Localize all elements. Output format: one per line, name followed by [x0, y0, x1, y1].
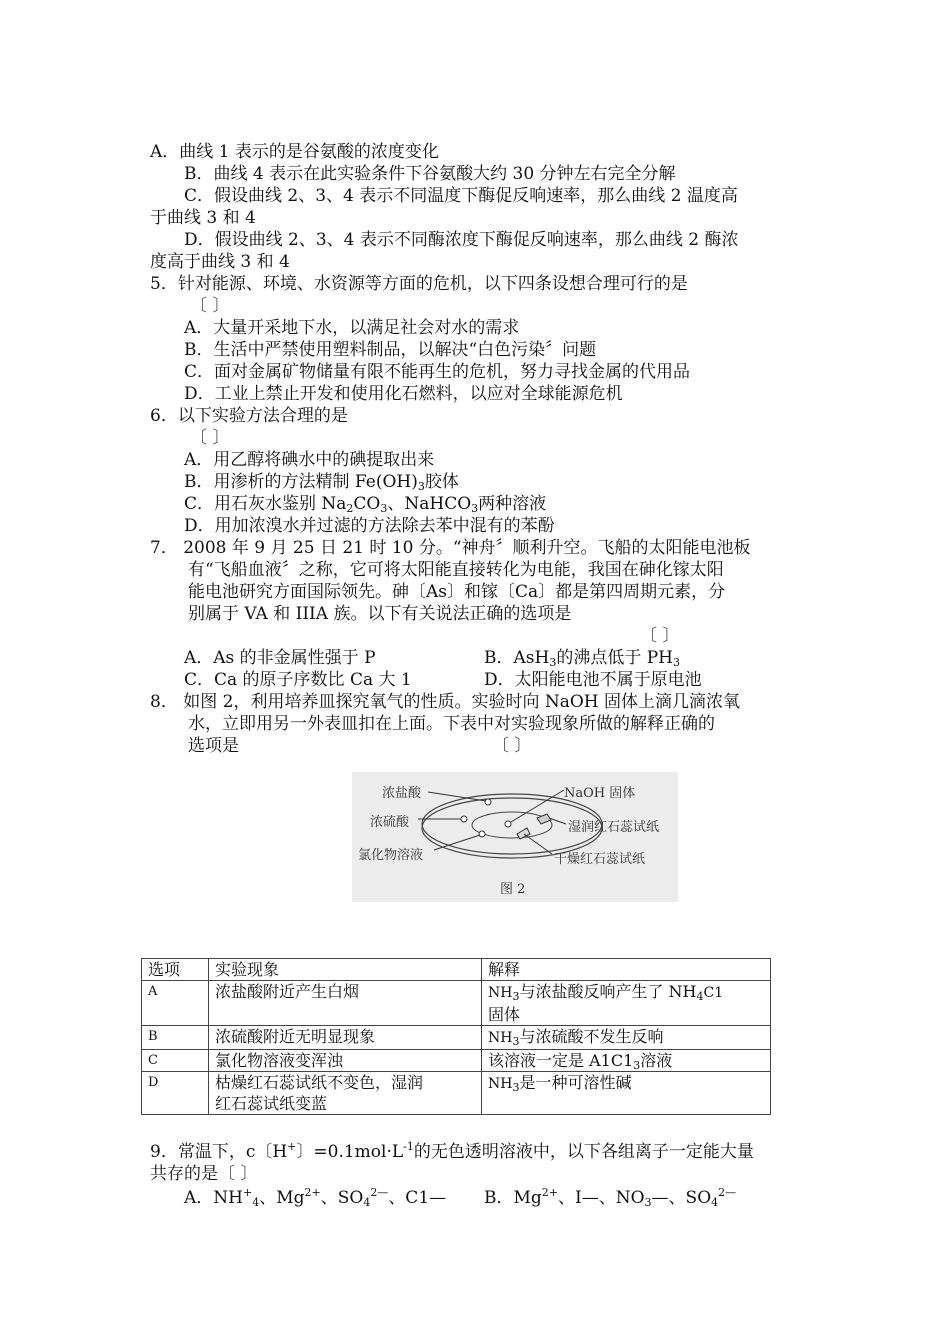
q7-stem-line2: 有“飞船血液〞之称，它可将太阳能直接转化为电能，我国在砷化镓太阳 [188, 560, 724, 580]
results-table [141, 958, 771, 1115]
label-wet-litmus: 湿润红石蕊试纸 [568, 820, 660, 835]
label-hcl: 浓盐酸 [382, 786, 422, 801]
q6-option-c: C．用石灰水鉴别 $Na_2CO_3$、NaHCO$_3$两种溶液 [184, 494, 547, 515]
figure-petri-dish [352, 772, 678, 902]
label-dry-litmus: 干燥红石蕊试纸 [554, 852, 646, 867]
q4-option-d-line1: D．假设曲线 2、3、4 表示不同酶浓度下酶促反响速率，那么曲线 2 酶浓 [184, 230, 739, 250]
q5-answer-bracket: 〔 〕 [190, 296, 230, 316]
q6-answer-bracket: 〔 〕 [190, 428, 230, 448]
table-row [142, 1050, 771, 1072]
row-explanation: $NH_3$与浓盐酸反响产生了 $NH_4C1$ 固体 [482, 981, 771, 1026]
row-phenomenon: 枯燥红石蕊试纸不变色，湿润 红石蕊试纸变蓝 [209, 1072, 482, 1115]
q4-option-c-line2: 于曲线 3 和 4 [150, 208, 256, 228]
row-phenomenon: 浓盐酸附近产生白烟 [209, 981, 482, 1026]
q8-stem-line2: 水，立即用另一外表皿扣在上面。下表中对实验现象所做的解释正确的 [188, 714, 715, 734]
row-explanation: $NH_3$与浓硫酸不发生反响 [482, 1026, 771, 1050]
h2so4-drop [461, 816, 467, 822]
header-option: 选项 [142, 959, 209, 981]
label-h2so4: 浓硫酸 [370, 815, 410, 830]
q9-stem-line1: 9．常温下，c〔H+〕$=0.1mol\cdot L^{-1}$的无色透明溶液中，以下各组离子一定能大量 [150, 1140, 754, 1162]
q4-option-b: B．曲线 4 表示在此实验条件下谷氨酸大约 30 分钟左右完全分解 [184, 164, 676, 184]
hcl-drop [485, 799, 491, 805]
q8-answer-bracket: 〔 〕 [492, 736, 532, 756]
q9-option-b: B．$Mg^{2+}$、I—、$NO_3—$、$SO_4^{2—}$ [484, 1186, 737, 1209]
q7-option-d: D．太阳能电池不属于原电池 [484, 670, 702, 690]
q5-option-a: A．大量开采地下水，以满足社会对水的需求 [184, 318, 520, 338]
naoh-solid [505, 821, 511, 827]
q4-option-c-line1: C．假设曲线 2、3、4 表示不同温度下酶促反响速率，那么曲线 2 温度高 [184, 186, 738, 206]
row-phenomenon: 浓硫酸附近无明显现象 [209, 1026, 482, 1050]
q5-option-b: B．生活中严禁使用塑料制品，以解决“白色污染〞问题 [184, 340, 597, 360]
q5-option-c: C．面对金属矿物储量有限不能再生的危机，努力寻找金属的代用品 [184, 362, 691, 382]
q6-option-d: D．用加浓溴水并过滤的方法除去苯中混有的苯酚 [184, 516, 555, 536]
row-explanation: $NH_3$是一种可溶性碱 [482, 1072, 771, 1115]
q7-answer-bracket: 〔 〕 [640, 626, 680, 646]
q6-stem: 6．以下实验方法合理的是 [150, 406, 348, 426]
label-naoh: NaOH 固体 [564, 786, 636, 801]
header-explanation: 解释 [482, 959, 771, 981]
q7-option-c: C．Ca 的原子序数比 Ca 大 1 [184, 670, 412, 690]
table-row [142, 1026, 771, 1050]
q5-stem: 5．针对能源、环境、水资源等方面的危机，以下四条设想合理可行的是 [150, 274, 688, 294]
figure-caption: 图 2 [500, 882, 526, 897]
table-row [142, 1072, 771, 1115]
q7-option-b: B．AsH$_3$的沸点低于 $PH_3$ [484, 648, 680, 669]
q8-stem-line1: 8． 如图 2，利用培养皿探究氧气的性质。实验时向 NaOH 固体上滴几滴浓氧 [150, 692, 741, 712]
q4-option-d-line2: 度高于曲线 3 和 4 [150, 252, 290, 272]
chloride-drop [479, 831, 485, 837]
label-chloride: 氯化物溶液 [358, 848, 424, 863]
q7-stem-line4: 别属于 VA 和 IIIA 族。以下有关说法正确的选项是 [188, 604, 572, 624]
row-option: D [142, 1072, 209, 1115]
q9-option-a: A．$NH^+_4$、$Mg^{2+}$、$SO_4^{2—}$、C1— [184, 1186, 447, 1209]
q4-option-a: A．曲线 1 表示的是谷氨酸的浓度变化 [150, 142, 439, 162]
q7-stem-line1: 7． 2008 年 9 月 25 日 21 时 10 分。“神舟〞顺利升空。飞船的太阳能电池板 [150, 538, 751, 558]
table-header-row [142, 959, 771, 981]
row-option: B [142, 1026, 209, 1050]
q7-option-a: A．As 的非金属性强于 P [184, 648, 376, 668]
row-explanation: 该溶液一定是 $A1C1_3$溶液 [482, 1050, 771, 1072]
q8-stem-line3: 选项是 [188, 736, 239, 756]
row-option: C [142, 1050, 209, 1072]
q6-option-a: A．用乙醇将碘水中的碘提取出来 [184, 450, 435, 470]
header-phenomenon: 实验现象 [209, 959, 482, 981]
q5-option-d: D．工业上禁止开发和使用化石燃料，以应对全球能源危机 [184, 384, 623, 404]
row-option: A [142, 981, 209, 1026]
row-phenomenon: 氯化物溶液变浑浊 [209, 1050, 482, 1072]
table-row [142, 981, 771, 1026]
q9-stem-line2: 共存的是〔 〕 [150, 1164, 258, 1184]
dry-paper-pointer [524, 834, 552, 854]
q7-stem-line3: 能电池研究方面国际领先。砷〔As〕和镓〔Ca〕都是第四周期元素，分 [188, 582, 726, 602]
q6-option-b: B．用渗析的方法精制 $Fe(OH)_3$胶体 [184, 472, 459, 493]
